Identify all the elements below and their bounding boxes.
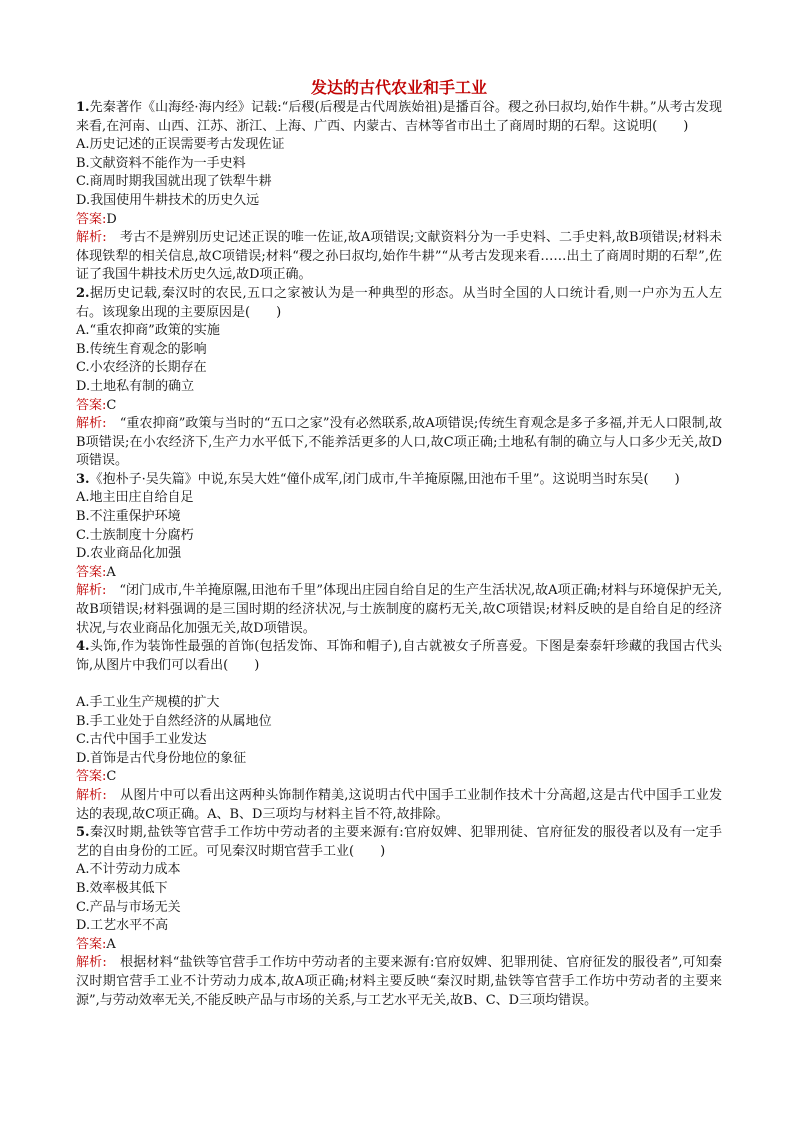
explanation [76,954,722,1010]
option-c: C.士族制度十分腐朽 [76,527,194,543]
option-d: D.首饰是古代身份地位的象征 [76,750,247,766]
question-5 [76,824,722,1010]
explanation [76,229,722,285]
answer-line [76,564,722,583]
option-a: A.手工业生产规模的扩大 [76,695,220,710]
option-b: B.传统生育观念的影响 [76,341,207,357]
answer-line [76,936,722,955]
explanation [76,415,722,471]
answer-label: 答案: [76,564,107,580]
question-stem [76,471,722,490]
answer-value: A [106,564,116,580]
page-title: 发达的古代农业和手工业 [310,78,487,97]
explanation-label: 解析: [76,955,107,971]
option-a: A.“重农抑商”政策的实施 [76,323,220,339]
question-stem [76,99,722,136]
question-stem [76,824,722,861]
option-a: A.地主田庄自给自足 [76,490,194,506]
question-number: 3. [76,471,90,487]
explanation-text: “重农抑商”政策与当时的“五口之家”没有必然联系,故A项错误;传统生育观念是多子多福,并无人口限制,故B项错误;在小农经济下,生产力水平低下,不能养活更多的人口,故C项正确;土地私有制的确立与人口多少无关,故D项错误。 [76,416,722,469]
option-d: D.农业商品化加强 [76,546,182,562]
explanation [76,787,722,824]
question-text: 《抱朴子·吴失篇》中说,东吴大姓“僮仆成军,闭门成市,牛羊掩原隰,田池布千里”。这说明当时东吴( ) [89,471,680,487]
option-c: C.商周时期我国就出现了铁犁牛耕 [76,174,272,190]
answer-label: 答案: [76,769,107,785]
option-b: B.不注重保护环境 [76,509,181,525]
explanation-text: “闭门成市,牛羊掩原隰,田池布千里”体现出庄园自给自足的生产生活状况,故A项正确;材料与环境保护无关,故B项错误;材料强调的是三国时期的经济状况,与士族制度的腐朽无关,故C项错误;材料反映的是自给自足的经济状况,与农业商品化加强无关,故D项错误。 [76,583,722,636]
question-2 [76,285,722,471]
answer-label: 答案: [76,936,107,952]
explanation-text: 根据材料“盐铁等官营手工作坊中劳动者的主要来源有:官府奴婢、犯罪刑徒、官府征发的服役者”,可知秦汉时期官营手工业不计劳动力成本,故A项正确;材料主要反映“秦汉时期,盐铁等官营手工作坊中劳动者的主要来源”,与劳动效率无关,不能反映产品与市场的关系,与工艺水平无关,故B、C、D三项均错误。 [76,955,722,1008]
answer-value: D [106,211,117,227]
answer-value: C [106,397,117,413]
question-text: 先秦著作《山海经·海内经》记载:“后稷(后稷是古代周族始祖)是播百谷。稷之孙曰叔均,始作牛耕。”从考古发现来看,在河南、山西、江苏、浙江、上海、广西、内蒙古、吉林等省市出土了商周时期的石犁。这说明( ) [76,100,722,134]
answer-line [76,397,722,416]
option-d: D.我国使用牛耕技术的历史久远 [76,192,260,208]
explanation [76,582,722,638]
question-stem [76,285,722,322]
question-1 [76,99,722,285]
answer-label: 答案: [76,211,107,227]
explanation-text: 从图片中可以看出这两种头饰制作精美,这说明古代中国手工业制作技术十分高超,这是古代中国手工业发达的表现,故C项正确。A、B、D三项均与材料主旨不符,故排除。 [76,787,722,822]
question-number: 2. [76,285,90,301]
answer-value: C [106,769,117,785]
answer-line [76,768,722,787]
answer-line [76,211,722,230]
option-b: B.文献资料不能作为一手史料 [76,155,246,171]
option-c: C.小农经济的长期存在 [76,360,207,376]
option-d: D.工艺水平不高 [76,918,169,934]
explanation-label: 解析: [76,230,107,246]
answer-value: A [106,936,116,952]
option-b: B.手工业处于自然经济的从属地位 [76,713,272,729]
question-4 [76,638,722,824]
question-text: 据历史记载,秦汉时的农民,五口之家被认为是一种典型的形态。从当时全国的人口统计看,则一户亦为五人左右。该现象出现的主要原因是( ) [76,285,722,320]
missing-figure-placeholder [76,675,722,694]
question-number: 4. [76,639,90,655]
option-c: C.产品与市场无关 [76,899,181,915]
question-text: 头饰,作为装饰性最强的首饰(包括发饰、耳饰和帽子),自古就被女子所喜爱。下图是秦泰轩珍藏的我国古代头饰,从图片中我们可以看出( ) [76,639,722,673]
option-c: C.古代中国手工业发达 [76,732,207,748]
question-text: 秦汉时期,盐铁等官营手工作坊中劳动者的主要来源有:官府奴婢、犯罪刑徒、官府征发的服役者以及有一定手艺的自由身份的工匠。可见秦汉时期官营手工业( ) [76,825,722,859]
option-a: A.不计劳动力成本 [76,862,181,878]
option-d: D.土地私有制的确立 [76,378,195,394]
explanation-label: 解析: [76,583,107,599]
explanation-label: 解析: [76,416,107,432]
question-number: 5. [76,825,90,841]
question-stem [76,638,722,675]
explanation-text: 考古不是辨别历史记述正误的唯一佐证,故A项错误;文献资料分为一手史料、二手史料,故B项错误;材料未体现铁犁的相关信息,故C项错误;材料“稷之孙曰叔均,始作牛耕”“从考古发现来看……出土了商周时期的石犁”,佐证了我国牛耕技术历史久远,故D项正确。 [76,230,722,283]
explanation-label: 解析: [76,787,107,803]
option-a: A.历史记述的正误需要考古发现佐证 [76,137,285,153]
question-number: 1. [76,100,90,115]
option-b: B.效率极其低下 [76,880,168,896]
answer-label: 答案: [76,397,107,413]
question-3 [76,471,722,638]
